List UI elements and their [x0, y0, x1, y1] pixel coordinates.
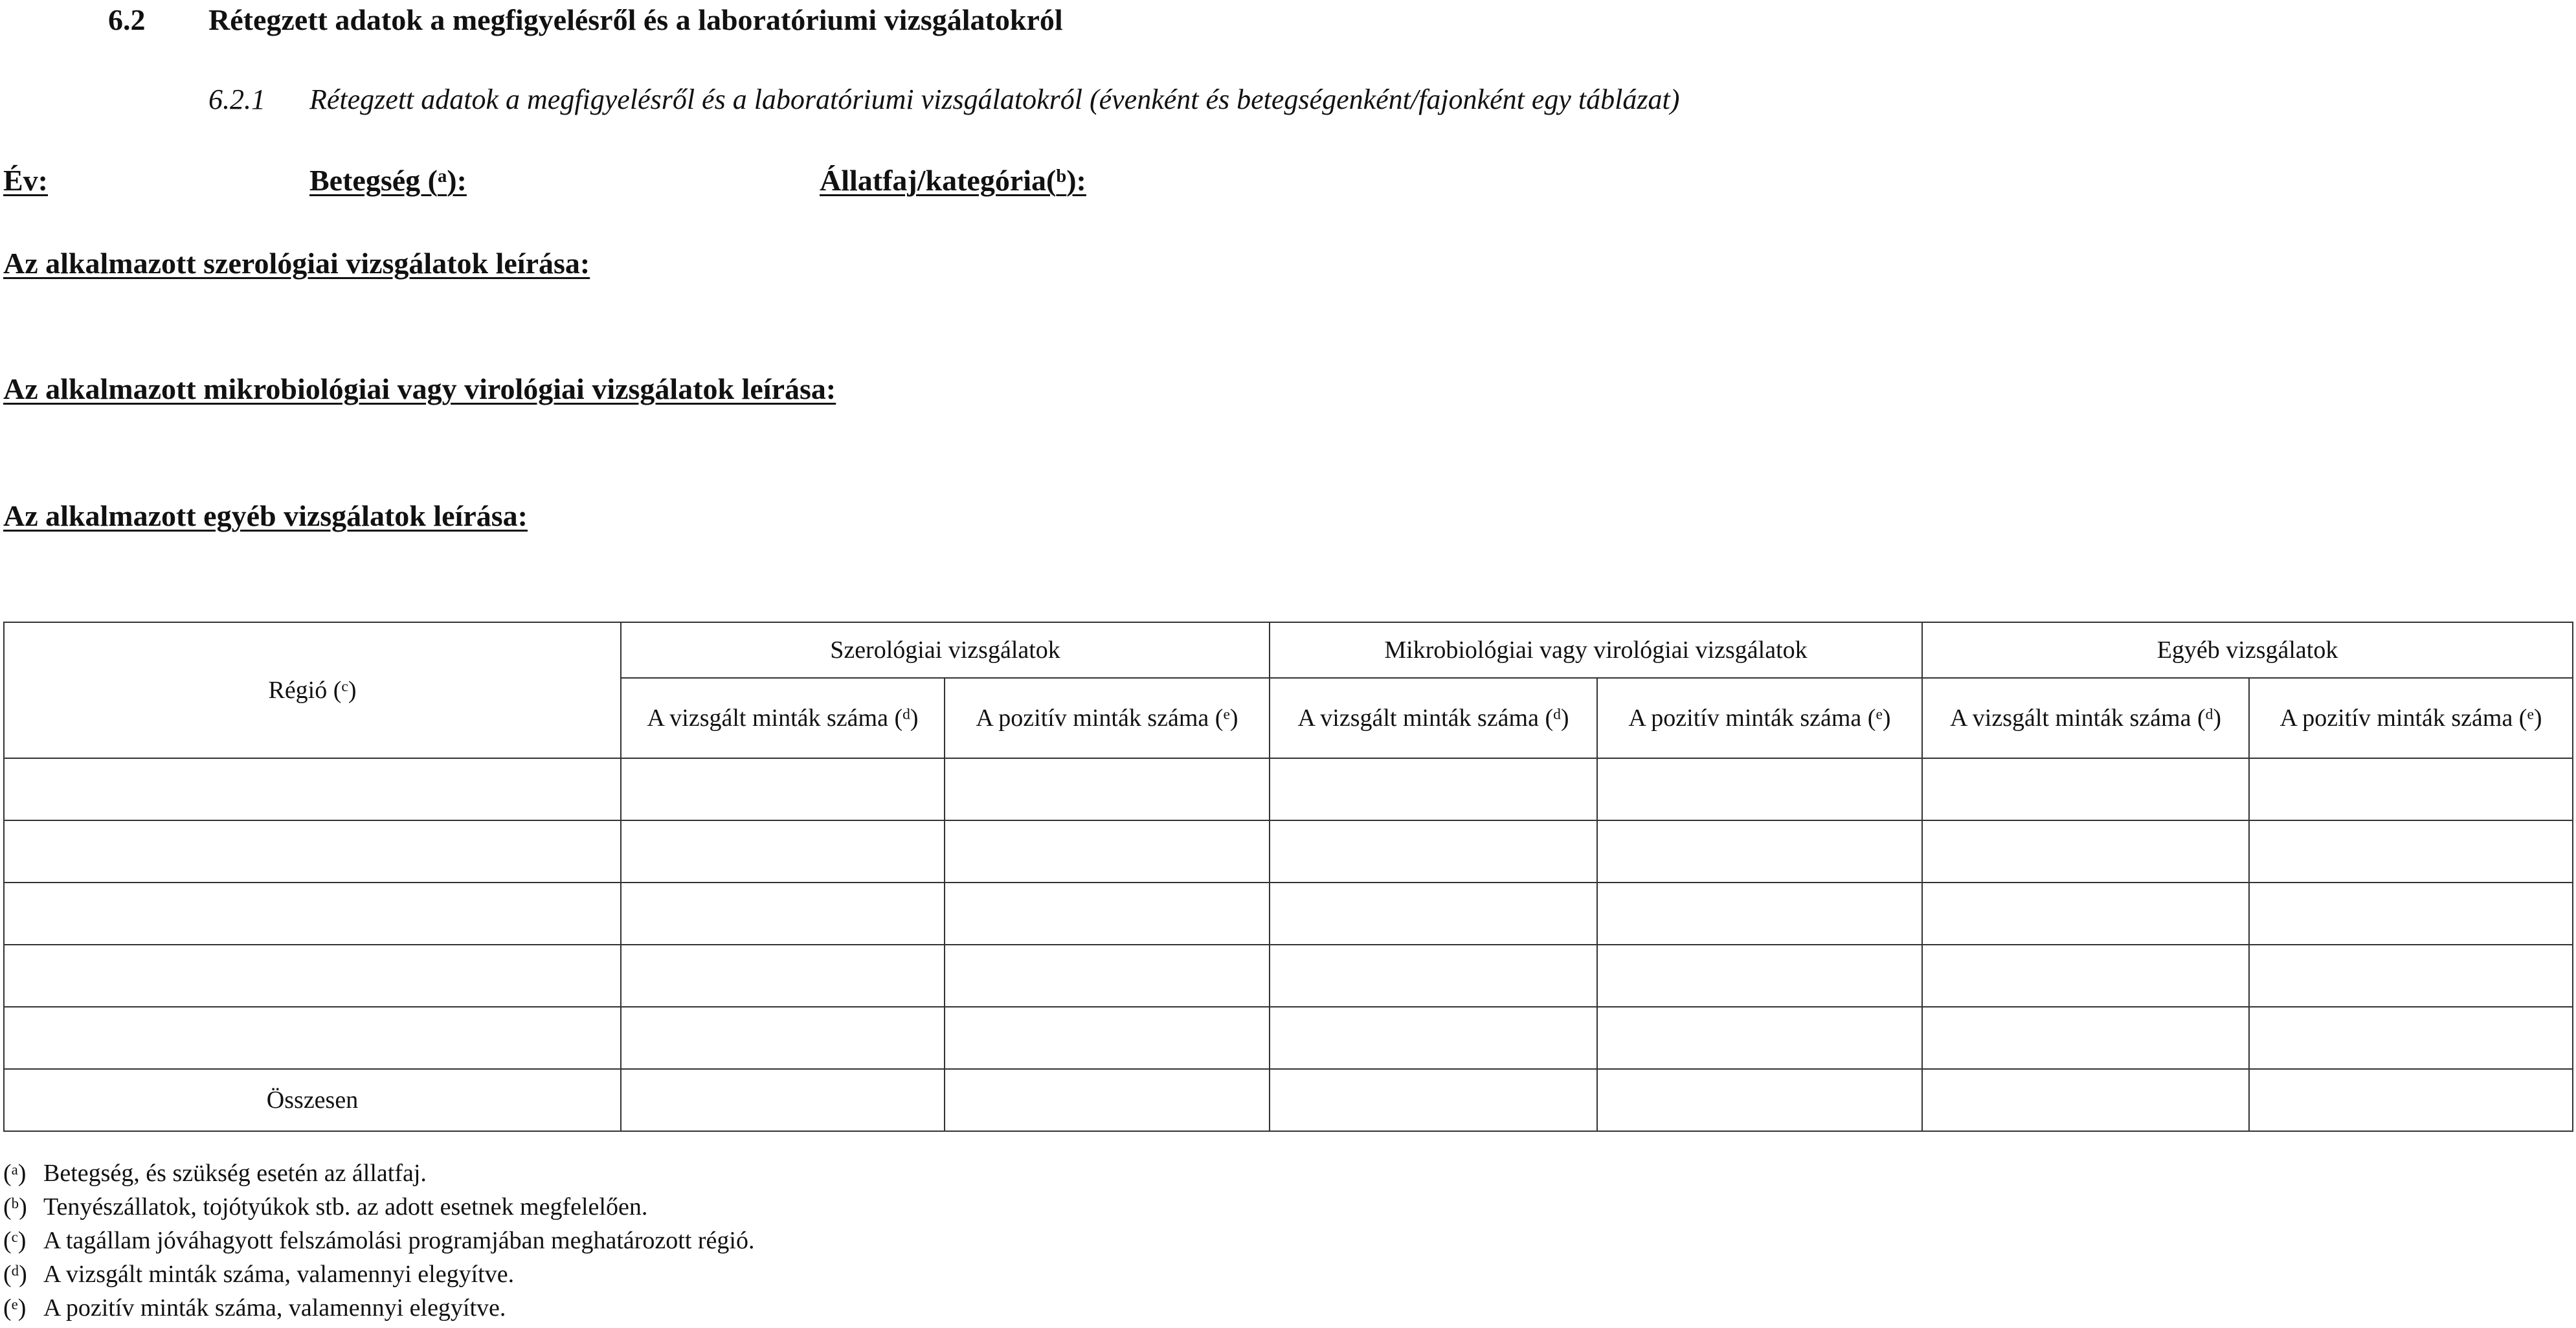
table-cell[interactable]	[4, 820, 621, 883]
table-row	[4, 758, 2573, 820]
table-cell[interactable]	[1922, 820, 2249, 883]
serology-tested-header: A vizsgált minták száma ($^d$)	[621, 678, 945, 758]
table-cell[interactable]	[1597, 945, 1922, 1007]
table-cell[interactable]	[2249, 1007, 2573, 1069]
table-cell[interactable]	[2249, 820, 2573, 883]
disease-label: Betegség ($^a$):	[309, 164, 467, 197]
table-cell[interactable]	[1922, 1069, 2249, 1131]
table-cell[interactable]	[945, 945, 1270, 1007]
subsection-number: 6.2.1	[208, 84, 265, 115]
footnote-c: ($^c$) A tagállam jóváhagyott felszámolási programjában meghatározott régió.	[3, 1227, 755, 1254]
total-row	[4, 1069, 2573, 1131]
region-header: Régió ($^c$)	[4, 622, 621, 758]
table-cell[interactable]	[1597, 820, 1922, 883]
serology-positive-header: A pozitív minták száma ($^e$)	[945, 678, 1270, 758]
microbiology-tested-header: A vizsgált minták száma ($^d$)	[1270, 678, 1597, 758]
table-cell[interactable]	[621, 758, 945, 820]
table-cell[interactable]	[1270, 758, 1597, 820]
subsection-title: Rétegzett adatok a megfigyelésről és a laboratóriumi vizsgálatokról (évenként és betegségenként/fajonként egy táblázat)	[309, 84, 1680, 115]
stratified-data-table	[3, 622, 2573, 1132]
footnote-d: ($^d$) A vizsgált minták száma, valamennyi elegyítve.	[3, 1261, 515, 1288]
other-tests-description-label: Az alkalmazott egyéb vizsgálatok leírása:	[3, 499, 528, 532]
table-cell[interactable]	[621, 1069, 945, 1131]
footnote-a: ($^a$) Betegség, és szükség esetén az állatfaj.	[3, 1160, 427, 1187]
microbiology-group-header: Mikrobiológiai vagy virológiai vizsgálatok	[1270, 622, 1922, 678]
table-cell[interactable]	[4, 758, 621, 820]
disease-footnote-mark: a	[437, 166, 447, 187]
table-cell[interactable]	[1597, 758, 1922, 820]
table-cell[interactable]	[1922, 945, 2249, 1007]
species-label: Állatfaj/kategória($^b$):	[820, 164, 1086, 197]
table-cell[interactable]	[4, 883, 621, 945]
table-cell[interactable]	[945, 1069, 1270, 1131]
table-cell[interactable]	[621, 945, 945, 1007]
footnote-e: ($^e$) A pozitív minták száma, valamennyi elegyítve.	[3, 1294, 506, 1322]
footnote-b: ($^b$) Tenyészállatok, tojótyúkok stb. az adott esetnek megfelelően.	[3, 1193, 648, 1221]
table-cell[interactable]	[2249, 883, 2573, 945]
table-cell[interactable]	[621, 820, 945, 883]
table-cell[interactable]	[1597, 1069, 1922, 1131]
table-cell[interactable]	[1270, 883, 1597, 945]
table-cell[interactable]	[1270, 820, 1597, 883]
table-cell[interactable]	[1922, 758, 2249, 820]
microbiology-description-label: Az alkalmazott mikrobiológiai vagy virológiai vizsgálatok leírása:	[3, 372, 836, 405]
other-tests-group-header: Egyéb vizsgálatok	[1922, 622, 2573, 678]
table-cell[interactable]	[1270, 945, 1597, 1007]
table-row	[4, 820, 2573, 883]
table-cell[interactable]	[945, 883, 1270, 945]
table-cell[interactable]	[1922, 883, 2249, 945]
section-number: 6.2	[108, 3, 146, 36]
table-cell[interactable]	[945, 820, 1270, 883]
table-cell[interactable]	[1270, 1007, 1597, 1069]
table-cell[interactable]	[1270, 1069, 1597, 1131]
serology-description-label: Az alkalmazott szerológiai vizsgálatok leírása:	[3, 247, 590, 280]
table-cell[interactable]	[945, 1007, 1270, 1069]
table-cell[interactable]	[945, 758, 1270, 820]
table-cell[interactable]	[2249, 945, 2573, 1007]
other-tested-header: A vizsgált minták száma ($^d$)	[1922, 678, 2249, 758]
serology-group-header: Szerológiai vizsgálatok	[621, 622, 1270, 678]
microbiology-positive-header: A pozitív minták száma ($^e$)	[1597, 678, 1922, 758]
table-row	[4, 1007, 2573, 1069]
other-positive-header: A pozitív minták száma ($^e$)	[2249, 678, 2573, 758]
total-label: Összesen	[4, 1069, 621, 1131]
table-cell[interactable]	[621, 883, 945, 945]
table-cell[interactable]	[621, 1007, 945, 1069]
table-cell[interactable]	[4, 1007, 621, 1069]
species-footnote-mark: b	[1056, 166, 1067, 187]
table-cell[interactable]	[1597, 883, 1922, 945]
section-title: Rétegzett adatok a megfigyelésről és a laboratóriumi vizsgálatokról	[208, 3, 1063, 36]
table-cell[interactable]	[2249, 758, 2573, 820]
year-label: Év:	[3, 164, 48, 197]
table-cell[interactable]	[2249, 1069, 2573, 1131]
table-cell[interactable]	[1597, 1007, 1922, 1069]
table-cell[interactable]	[4, 945, 621, 1007]
table-row	[4, 883, 2573, 945]
table-row	[4, 945, 2573, 1007]
table-cell[interactable]	[1922, 1007, 2249, 1069]
